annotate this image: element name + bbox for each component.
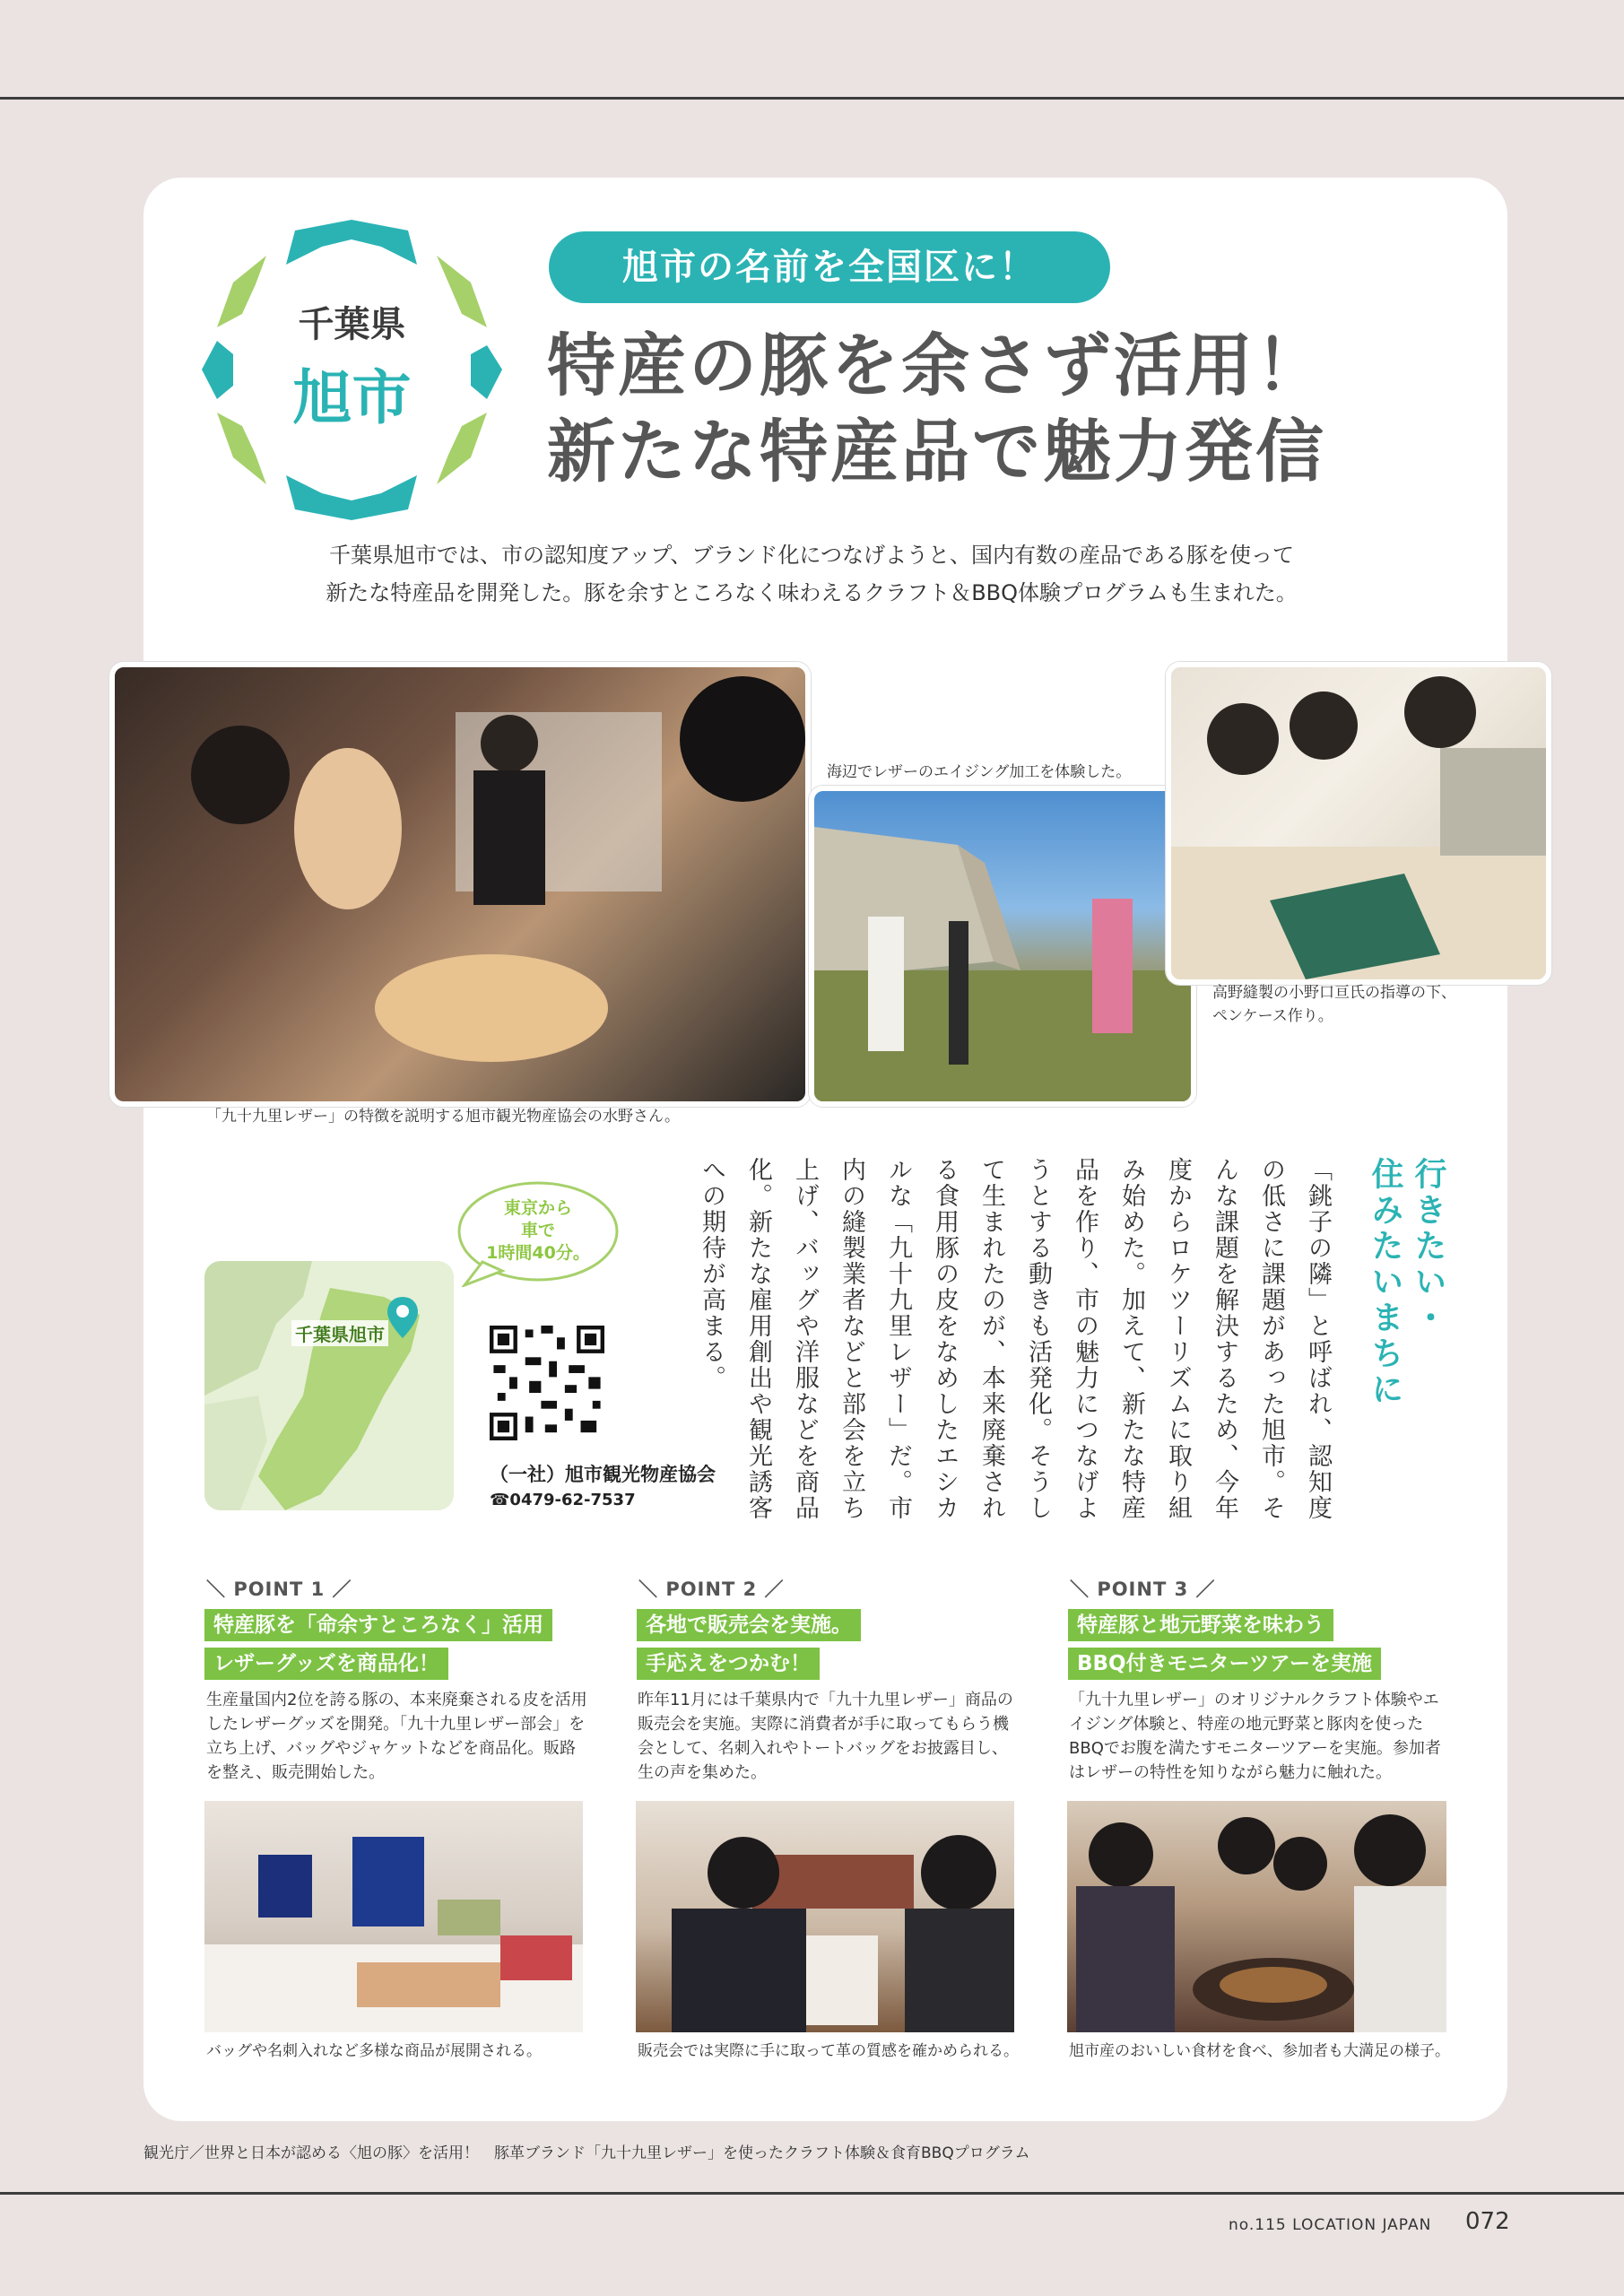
point-3-caption: 旭市産のおいしい食材を食べ、参加者も大満足の様子。 xyxy=(1069,2042,1450,2060)
point-3-label: ＼ POINT 3 ／ xyxy=(1070,1578,1216,1600)
point-2-label-text: POINT 2 xyxy=(665,1578,758,1600)
photo-beach-scene xyxy=(814,791,1191,1101)
photo-point-2-sale xyxy=(636,1801,1014,2032)
folio-magazine: no.115 LOCATION JAPAN xyxy=(1229,2216,1432,2234)
caption-workshop-line-1: 高野縫製の小野口亘氏の指導の下、 xyxy=(1212,984,1456,1002)
lead-line-1: 千葉県旭市では、市の認知度アップ、ブランド化につなげようと、国内有数の産品である豚を使って xyxy=(329,543,1294,568)
point-3-head-1: 特産豚と地元野菜を味わう xyxy=(1068,1609,1333,1641)
emblem-city: 旭市 xyxy=(292,363,412,432)
travel-time-line-3: 1時間40分。 xyxy=(486,1243,590,1263)
point-3-label-text: POINT 3 xyxy=(1097,1578,1189,1600)
map-pin-icon xyxy=(387,1297,418,1338)
bottom-rule xyxy=(0,2192,1624,2195)
lead-line-2: 新たな特産品を開発した。豚を余すところなく味わえるクラフト＆BBQ体験プログラムも生まれた。 xyxy=(326,580,1298,605)
caption-main: 「九十九里レザー」の特徴を説明する旭市観光物産協会の水野さん。 xyxy=(206,1108,681,1126)
top-rule xyxy=(0,97,1624,100)
point-1-label-text: POINT 1 xyxy=(233,1578,326,1600)
photo-point-3-scene xyxy=(1067,1801,1446,2032)
photo-point-2-scene xyxy=(636,1801,1014,2032)
photo-point-3-bbq xyxy=(1067,1801,1446,2032)
point-2-label: ＼ POINT 2 ／ xyxy=(638,1578,785,1600)
photo-workshop-scene xyxy=(1171,667,1546,979)
headline-line-2: 新たな特産品で魅力発信 xyxy=(547,412,1326,491)
point-1-head-1: 特産豚を「命余すところなく」活用 xyxy=(204,1609,552,1641)
article-body: 「銚子の隣」と呼ばれ、認知度の低さに課題があった旭市。そんな課題を解決するため、今年度からロケツーリズムに取り組み始めた。加えて、新たな特産品を作り、市の魅力につなげようとする動きも活発化。そうして生まれたのが、本来廃棄される食用豚の皮をなめしたエシカルな「九十九里レザー」だ。市内の縫製業者などと部会を立ち上げ、バッグや洋服などを商品化。新たな雇用創出や観光誘客への期待が高まる。 xyxy=(698,1157,1332,1521)
photo-point-1-products xyxy=(204,1801,583,2032)
caption-workshop xyxy=(1212,981,1456,1028)
caption-workshop-line-2: ペンケース作り。 xyxy=(1212,1007,1333,1025)
article-title-line-1: 行きたい・ xyxy=(1410,1157,1446,1336)
lead-paragraph xyxy=(206,536,1417,612)
point-3-head-2: BBQ付きモニターツアーを実施 xyxy=(1068,1648,1381,1680)
contact-org: （一社）旭市観光物産協会 xyxy=(490,1464,716,1485)
point-2-head-2: 手応えをつかむ！ xyxy=(637,1648,820,1680)
folio-page-number: 072 xyxy=(1465,2208,1510,2235)
qr-code[interactable] xyxy=(490,1326,604,1440)
article-title xyxy=(1363,1157,1449,1480)
travel-time-line-1: 東京から xyxy=(503,1198,572,1218)
photo-main-explanation xyxy=(109,662,811,1107)
point-2-head-1: 各地で販売会を実施。 xyxy=(637,1609,861,1641)
headline xyxy=(547,323,1498,495)
point-1-body: 生産量国内2位を誇る豚の、本来廃棄される皮を活用したレザーグッズを開発。「九十九里レザー部会」を立ち上げ、バッグやジャケットなどを商品化。販路を整え、販売開始した。 xyxy=(206,1691,587,1782)
header-pill: 旭市の名前を全国区に！ xyxy=(549,231,1110,303)
map-label: 千葉県旭市 xyxy=(291,1320,388,1346)
photo-main-figures xyxy=(115,667,805,1101)
headline-line-1: 特産の豚を余さず活用！ xyxy=(547,326,1326,405)
travel-time-text xyxy=(466,1197,610,1265)
photo-beach-aging xyxy=(809,786,1196,1107)
photo-workshop-pencase xyxy=(1166,662,1551,985)
travel-time-line-2: 車で xyxy=(520,1221,555,1240)
point-2-caption: 販売会では実際に手に取って革の質感を確かめられる。 xyxy=(638,2042,1019,2060)
emblem-prefecture: 千葉県 xyxy=(298,304,406,345)
caption-beach: 海辺でレザーのエイジング加工を体験した。 xyxy=(827,763,1132,781)
contact-tel: ☎0479-62-7537 xyxy=(490,1491,636,1509)
point-1-caption: バッグや名刺入れなど多様な商品が展開される。 xyxy=(206,2042,542,2060)
point-2-body: 昨年11月には千葉県内で「九十九里レザー」商品の販売会を実施。実際に消費者が手に取ってもらう機会として、名刺入れやトートバッグをお披露目し、生の声を集めた。 xyxy=(638,1691,1013,1782)
article-title-line-2: 住みたいまちに xyxy=(1367,1157,1403,1408)
point-3-body: 「九十九里レザー」のオリジナルクラフト体験やエイジング体験と、特産の地元野菜と豚肉を使ったBBQでお腹を満たすモニターツアーを実施。参加者はレザーの特性を知りながら魅力に触れた。 xyxy=(1069,1691,1441,1782)
footer-note: 観光庁／世界と日本が認める〈旭の豚〉を活用！ 豚革ブランド「九十九里レザー」を使ったクラフト体験＆食育BBQプログラム xyxy=(143,2144,1030,2162)
point-1-head-2: レザーグッズを商品化！ xyxy=(204,1648,448,1680)
point-1-label: ＼ POINT 1 ／ xyxy=(206,1578,352,1600)
photo-point-1-scene xyxy=(204,1801,583,2032)
